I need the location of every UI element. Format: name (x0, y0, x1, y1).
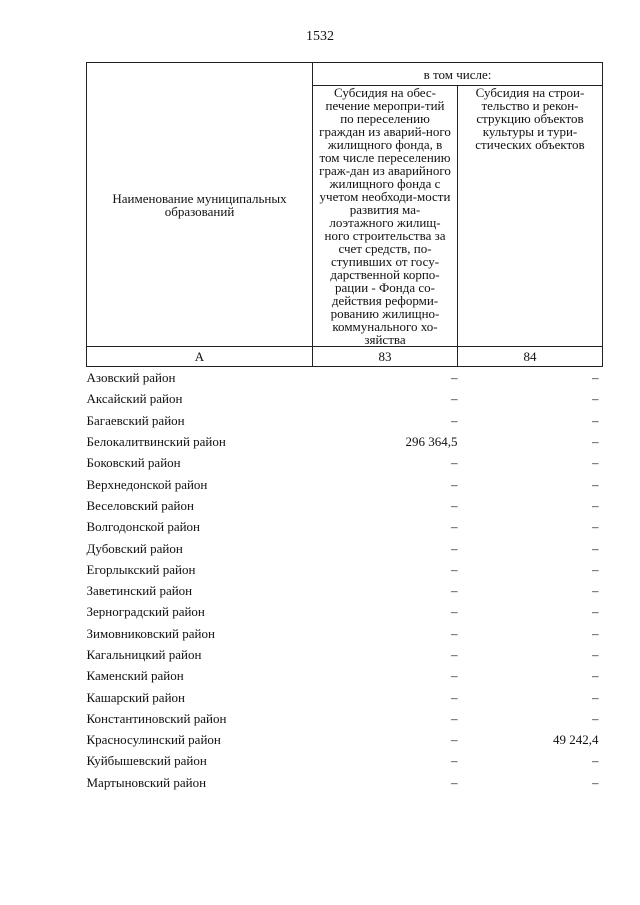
value-col-84: – (592, 412, 599, 428)
table-row (87, 750, 603, 771)
value-col-83: – (451, 732, 458, 748)
table-row (87, 708, 603, 729)
value-col-84: – (592, 455, 599, 471)
subsidy-table (86, 62, 603, 793)
municipality-name: Аксайский район (86, 391, 183, 407)
value-col-84: – (592, 710, 599, 726)
value-col-83: – (451, 370, 458, 386)
municipality-name: Верхнедонской район (86, 476, 208, 492)
value-col-83: – (451, 689, 458, 705)
value-col-84: – (592, 540, 599, 556)
municipality-name: Багаевский район (86, 412, 185, 428)
value-col-84: – (592, 370, 599, 386)
value-col-83: – (451, 647, 458, 662)
value-col-83: – (451, 412, 458, 428)
value-col-83: – (451, 625, 458, 641)
value-col-84: – (592, 497, 599, 513)
value-col-84: – (592, 668, 599, 684)
including-header: в том числе: (313, 63, 603, 86)
municipality-name: Дубовский район (86, 540, 183, 556)
municipality-name-header: Наименование муниципальных образований (87, 63, 313, 347)
table-row (87, 431, 603, 452)
value-col-84: 49 242,4 (553, 732, 599, 748)
municipality-name: Кашарский район (86, 689, 185, 705)
municipality-name: Волгодонской район (86, 519, 201, 535)
table-row (87, 644, 603, 665)
value-col-83: – (451, 753, 458, 769)
value-col-83: 296 364,5 (405, 434, 458, 450)
value-col-83: – (451, 561, 458, 577)
value-col-83: – (451, 583, 458, 599)
value-col-84: – (592, 753, 599, 769)
value-col-83: – (451, 540, 458, 556)
col-84-header: Субсидия на строи-тельство и рекон-струкцию объектов культуры и тури-стических объектов (458, 86, 603, 347)
table-row (87, 772, 603, 793)
table-body (87, 367, 603, 793)
municipality-name: Зерноградский район (86, 604, 205, 620)
value-col-84: – (592, 625, 599, 641)
table-row (87, 623, 603, 644)
value-col-84: – (592, 583, 599, 599)
municipality-name: Егорлыкский район (86, 561, 196, 577)
page-number: 1532 (306, 29, 334, 44)
table-row (87, 601, 603, 622)
municipality-name: Куйбышевский район (86, 753, 207, 769)
municipality-name: Каменский район (86, 668, 184, 684)
table-row (87, 559, 603, 580)
value-col-83: – (451, 604, 458, 620)
value-col-83: – (451, 710, 458, 726)
municipality-name: Веселовский район (86, 497, 194, 513)
table-row (87, 516, 603, 537)
table-row (87, 473, 603, 494)
table-row (87, 388, 603, 409)
municipality-name: Белокалитвинский район (86, 434, 226, 450)
value-col-84: – (592, 604, 599, 620)
table-row (87, 537, 603, 558)
table-row (87, 729, 603, 750)
value-col-84: – (592, 476, 599, 492)
table-row (87, 367, 603, 389)
value-col-84: – (592, 434, 599, 450)
table-header (87, 63, 603, 367)
value-col-84: – (592, 561, 599, 577)
column-number-a: А (87, 347, 313, 367)
value-col-84: – (592, 647, 599, 662)
table-row (87, 580, 603, 601)
value-col-83: – (451, 774, 458, 790)
column-number-83: 83 (313, 347, 458, 367)
municipality-name: Кагальницкий район (86, 647, 202, 662)
municipality-name: Зимовниковский район (86, 625, 215, 641)
value-col-83: – (451, 455, 458, 471)
municipality-name: Боковский район (86, 455, 181, 471)
municipality-name: Красносулинский район (86, 732, 221, 748)
column-number-84: 84 (458, 347, 603, 367)
value-col-83: – (451, 497, 458, 513)
value-col-84: – (592, 689, 599, 705)
value-col-84: – (592, 774, 599, 790)
table-row (87, 665, 603, 686)
table-row (87, 495, 603, 516)
value-col-84: – (592, 519, 599, 535)
municipality-name: Заветинский район (86, 583, 193, 599)
col-83-header: Субсидия на обес-печение меропри-тий по переселению граждан из аварий-ного жилищного фонда, в том числе переселению граж-дан из аварийного жилищного фонда с учетом необходи-мости развития ма-лоэтажного жилищ-ного строительства за счет средств, по-ступивших от госу-дарственной корпо-рации - Фонда со-действия реформи-рованию жилищно-коммунального хо-зяйства (313, 86, 458, 347)
municipality-name: Мартыновский район (86, 774, 207, 790)
table-row (87, 410, 603, 431)
value-col-83: – (451, 668, 458, 684)
table-row (87, 452, 603, 473)
value-col-84: – (592, 391, 599, 407)
municipality-name: Азовский район (86, 370, 176, 386)
value-col-83: – (451, 476, 458, 492)
value-col-83: – (451, 391, 458, 407)
municipality-name: Константиновский район (86, 710, 227, 726)
table-row (87, 686, 603, 707)
value-col-83: – (451, 519, 458, 535)
